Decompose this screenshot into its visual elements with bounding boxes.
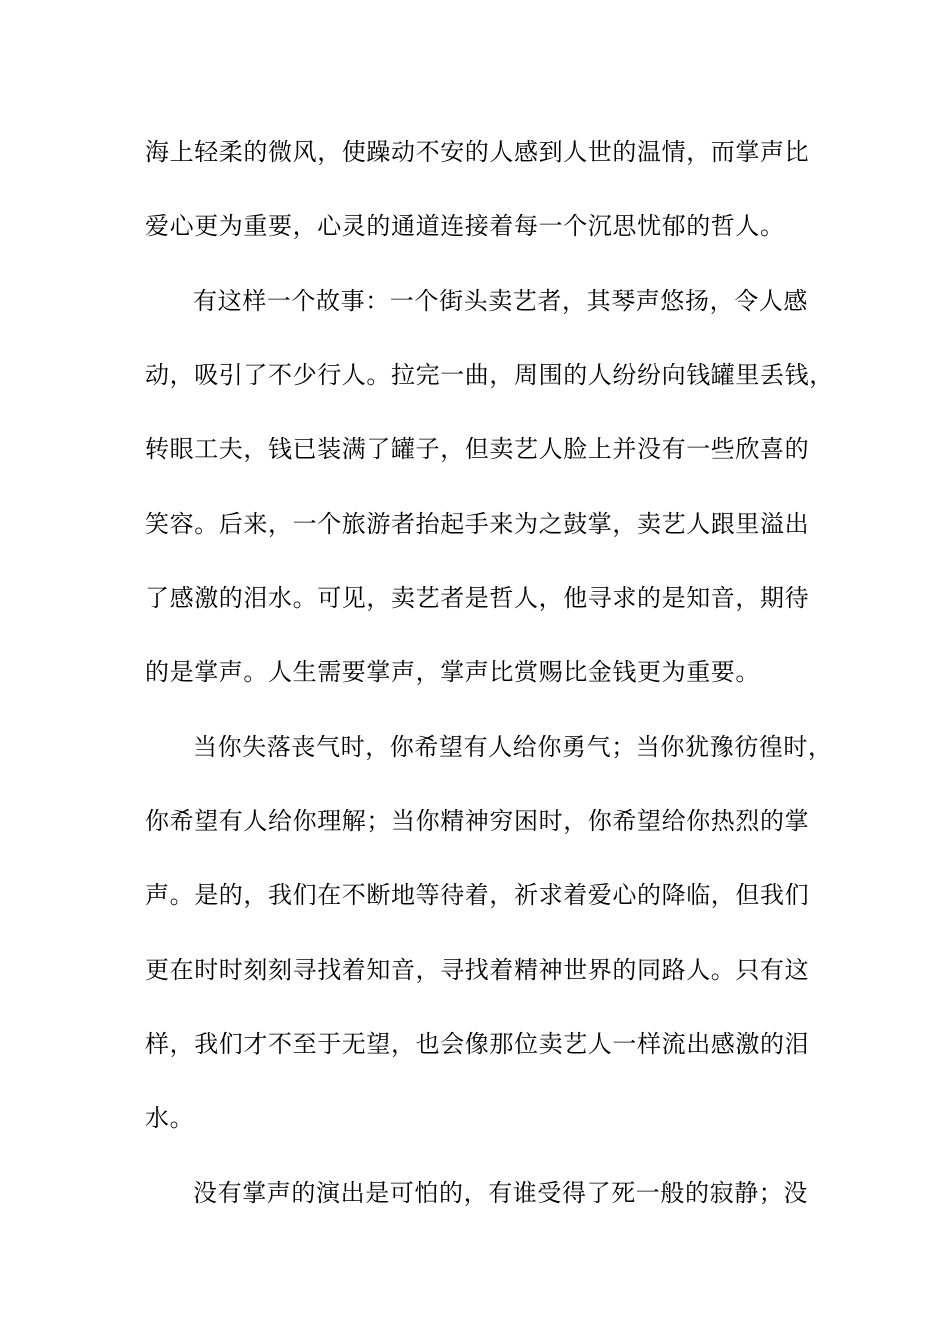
text-line: 水。 — [145, 1104, 195, 1132]
text-line: 样，我们才不至于无望，也会像那位卖艺人一样流出感激的泪 — [145, 1030, 810, 1058]
text-line: 了感激的泪水。可见，卖艺者是哲人，他寻求的是知音，期待 — [145, 584, 810, 612]
text-line: 更在时时刻刻寻找着知音，寻找着精神世界的同路人。只有这 — [145, 956, 810, 984]
text-line: 笑容。后来，一个旅游者抬起手来为之鼓掌，卖艺人跟里溢出 — [145, 510, 810, 538]
text-line: 你希望有人给你理解；当你精神穷困时，你希望给你热烈的掌 — [145, 807, 810, 835]
paragraph-start-line: 没有掌声的演出是可怕的，有谁受得了死一般的寂静；没 — [193, 1179, 808, 1207]
text-line: 转眼工夫，钱已装满了罐子，但卖艺人脸上并没有一些欣喜的 — [145, 435, 810, 463]
text-line: 海上轻柔的微风，使躁动不安的人感到人世的温情，而掌声比 — [145, 138, 810, 166]
text-line: 声。是的，我们在不断地等待着，祈求着爱心的降临，但我们 — [145, 881, 810, 909]
paragraph-start-line: 有这样一个故事：一个街头卖艺者，其琴声悠扬，令人感 — [193, 287, 808, 315]
text-line: 的是掌声。人生需要掌声，掌声比赏赐比金钱更为重要。 — [145, 658, 760, 686]
text-line: 爱心更为重要，心灵的通道连接着每一个沉思忧郁的哲人。 — [145, 212, 785, 240]
text-line: 动，吸引了不少行人。拉完一曲，周围的人纷纷向钱罐里丢钱， — [145, 361, 834, 389]
paragraph-start-line: 当你失落丧气时，你希望有人给你勇气；当你犹豫彷徨时， — [193, 733, 833, 761]
